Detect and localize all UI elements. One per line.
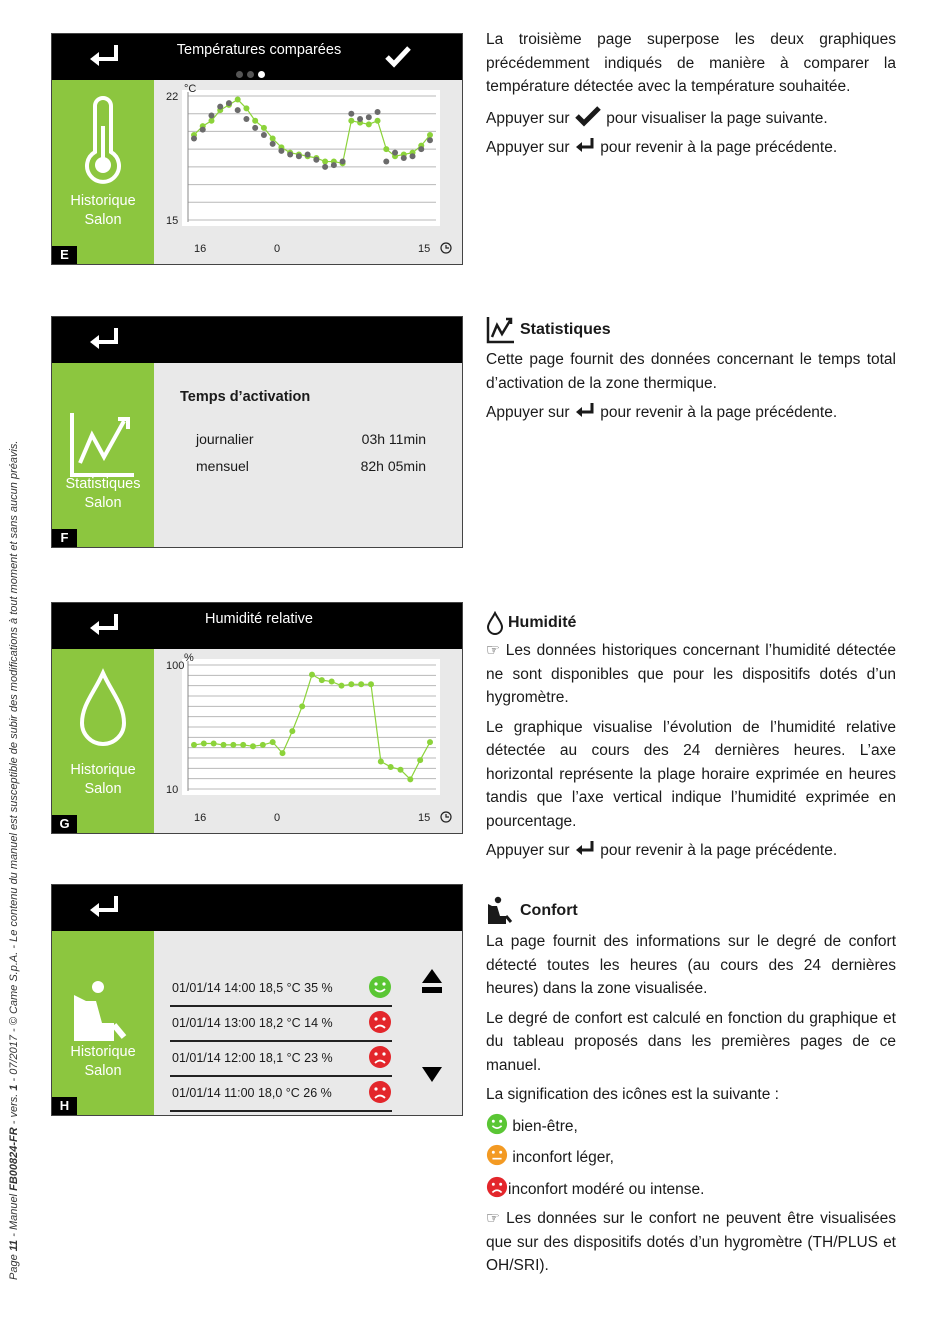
data-point [235, 107, 241, 113]
screen-compared-temperatures [51, 33, 463, 265]
data-point [410, 153, 416, 159]
return-arrow-icon [574, 136, 596, 156]
x-tick-label: 16 [194, 243, 207, 255]
text-block-h [486, 896, 896, 1284]
data-point [331, 162, 337, 168]
data-point [407, 776, 413, 782]
clock-hands [446, 245, 449, 248]
drop-icon [486, 611, 504, 635]
data-point [375, 118, 381, 124]
paragraph: Le graphique visualise l’évolution de l’humidité relative détectée au cours des 24 dernières heures. L’axe horizontal représente la plage horaire exprimée en heures tandis que l’axe vertical indique l’humidité exprimée en pourcentage. [486, 718, 896, 830]
paragraph: La troisième page superpose les deux graphiques précédemment indiqués de manière à comparer la température détectée avec la température souhaitée. [486, 31, 896, 95]
paragraph: Appuyer sur pour revenir à la page précédente. [486, 136, 896, 160]
data-point [208, 112, 214, 118]
data-point [378, 758, 384, 764]
list-item: 01/01/14 11:00 18,0 °C 26 % [170, 1076, 392, 1112]
data-point [287, 151, 293, 157]
data-point [280, 750, 286, 756]
sad-face-icon [368, 1045, 392, 1069]
data-point [243, 105, 249, 111]
x-tick-label: 16 [194, 812, 207, 824]
screen-header [52, 603, 462, 649]
clock-icon [441, 243, 451, 253]
data-point [340, 159, 346, 165]
data-point [348, 118, 354, 124]
list-item: 01/01/14 14:00 18,5 °C 35 % [170, 971, 392, 1007]
data-point [366, 121, 372, 127]
clock-hands [446, 814, 449, 817]
data-point [270, 739, 276, 745]
paragraph: La page fournit des informations sur le degré de confort détecté toutes les heures (au cours des 24 dernières heures) dans la zone visualisée. [486, 933, 896, 997]
legend-item: bien-être, [486, 1113, 896, 1139]
screen-title: Humidité relative [205, 611, 313, 627]
drop-icon [68, 665, 138, 755]
sad-face-icon [368, 1080, 392, 1104]
pointing-hand-icon: ☞ [486, 642, 506, 659]
section-heading: Statistiques [486, 316, 896, 344]
data-point [305, 151, 311, 157]
data-point [398, 767, 404, 773]
scroll-down-icon[interactable] [420, 1065, 444, 1085]
zone-caption: Historique Salon [70, 193, 136, 228]
data-point [366, 114, 372, 120]
data-point [278, 148, 284, 154]
legend-item: inconfort léger, [486, 1144, 896, 1170]
data-point [319, 677, 325, 683]
list-item: 01/01/14 12:00 18,1 °C 23 % [170, 1041, 392, 1077]
zone-panel [52, 363, 154, 547]
page-dot [236, 71, 243, 78]
data-point [261, 132, 267, 138]
figure-letter: H [52, 1097, 77, 1115]
y-tick-label: 100 [166, 660, 185, 672]
y-tick-label: 22 [166, 91, 179, 103]
paragraph: La signification des icônes est la suivante : [486, 1086, 779, 1103]
temperature-chart [154, 80, 462, 264]
happy-face-icon [486, 1113, 508, 1135]
data-point [357, 116, 363, 122]
x-tick-label: 15 [418, 812, 431, 824]
data-point [191, 136, 197, 142]
return-arrow-icon[interactable] [86, 42, 122, 72]
data-point [243, 116, 249, 122]
data-point [240, 742, 246, 748]
data-point [299, 703, 305, 709]
zone-caption: Historique Salon [70, 762, 136, 797]
armchair-person-icon [486, 896, 516, 926]
zone-panel [52, 931, 154, 1115]
comfort-legend [486, 1113, 896, 1202]
note-paragraph: ☞ Les données sur le confort ne peuvent être visualisées que sur des dispositifs dotés d’un hygromètre (TH/PLUS et OH/SRI). [486, 1210, 896, 1274]
text-block-f [486, 316, 896, 431]
screen-header [52, 317, 462, 363]
screen-header [52, 34, 462, 80]
data-point [427, 739, 433, 745]
x-tick-label: 0 [274, 812, 281, 824]
note-paragraph: ☞ Les données historiques concernant l’humidité détectée ne sont disponibles que pour les dispositifs dotés d’un hygromètre. [486, 642, 896, 706]
screen-title: Températures comparées [176, 42, 342, 58]
data-point [200, 127, 206, 133]
data-point [418, 146, 424, 152]
stats-title: Temps d’activation [180, 389, 311, 405]
thermometer-icon [68, 96, 138, 186]
data-point [383, 146, 389, 152]
sad-face-icon [486, 1176, 508, 1198]
data-point [322, 164, 328, 170]
data-point [289, 728, 295, 734]
statistics-chart-icon [486, 316, 516, 344]
figure-letter: E [52, 246, 77, 264]
data-point [208, 118, 214, 124]
return-arrow-icon[interactable] [86, 893, 122, 923]
data-point [201, 741, 207, 747]
data-point [296, 153, 302, 159]
return-arrow-icon[interactable] [86, 325, 122, 355]
data-point [230, 742, 236, 748]
text-block-e [486, 28, 896, 166]
screen-statistics [51, 316, 463, 548]
zone-panel [52, 649, 154, 833]
screen-comfort [51, 884, 463, 1116]
screen-relative-humidity [51, 602, 463, 834]
check-icon[interactable] [384, 44, 412, 70]
data-point [270, 141, 276, 147]
data-point [252, 118, 258, 124]
check-icon [574, 105, 602, 127]
data-point [313, 157, 319, 163]
side-note: Page 11 - Manuel FB00824-FR - vers. 1 - 07/2017 - © Came S.p.A. - Le contenu du manuel est susceptible de subir des modifications à tout moment et sans aucun préavis. [8, 440, 20, 1280]
stats-row-daily: journalier 03h 11min [196, 431, 426, 447]
section-heading: Confort [486, 896, 896, 926]
data-point [388, 764, 394, 770]
paragraph: Appuyer sur pour revenir à la page précédente. [486, 401, 896, 425]
data-point [261, 125, 267, 131]
scroll-up-icon[interactable] [420, 967, 444, 995]
data-point [260, 742, 266, 748]
data-point [217, 104, 223, 110]
data-point [427, 137, 433, 143]
y-tick-label: 15 [166, 215, 179, 227]
data-point [392, 150, 398, 156]
clock-icon [441, 812, 451, 822]
data-point [270, 136, 276, 142]
figure-letter: G [52, 815, 77, 833]
return-arrow-icon[interactable] [86, 611, 122, 641]
data-point [226, 100, 232, 106]
paragraph: Appuyer sur pour visualiser la page suivante. [486, 105, 896, 131]
sad-face-icon [368, 1010, 392, 1034]
data-point [383, 159, 389, 165]
neutral-face-icon [486, 1144, 508, 1166]
data-point [358, 681, 364, 687]
y-tick-label: 10 [166, 784, 179, 796]
y-unit-label: % [184, 652, 194, 664]
screen-header [52, 885, 462, 931]
x-tick-label: 0 [274, 243, 281, 255]
data-point [348, 111, 354, 117]
data-point [339, 683, 345, 689]
paragraph: Le degré de confort est calculé en fonction du graphique et du tableau proposés dans les premières pages de ce manuel. [486, 1009, 896, 1074]
chart-area [154, 649, 462, 833]
zone-caption: Historique Salon [70, 1044, 136, 1079]
paragraph: Appuyer sur pour revenir à la page précédente. [486, 839, 896, 863]
section-heading: Humidité [486, 611, 896, 635]
data-point [252, 125, 258, 131]
comfort-list [154, 931, 462, 1115]
data-point [427, 132, 433, 138]
return-arrow-icon [574, 839, 596, 859]
chart-area [154, 80, 462, 264]
pointing-hand-icon: ☞ [486, 1210, 507, 1227]
happy-face-icon [368, 975, 392, 999]
stats-row-monthly: mensuel 82h 05min [196, 458, 426, 474]
y-unit-label: °C [184, 83, 197, 95]
data-point [368, 681, 374, 687]
data-point [329, 679, 335, 685]
data-point [250, 743, 256, 749]
data-point [235, 97, 241, 103]
data-point [221, 742, 227, 748]
legend-item: inconfort modéré ou intense. [486, 1176, 896, 1202]
page-dot-active [258, 71, 265, 78]
figure-letter: F [52, 529, 77, 547]
zone-caption: Statistiques Salon [65, 476, 141, 511]
data-point [211, 741, 217, 747]
return-arrow-icon [574, 401, 596, 421]
humidity-chart [154, 649, 462, 833]
data-point [309, 672, 315, 678]
text-block-g [486, 611, 896, 869]
data-point [375, 109, 381, 115]
zone-panel [52, 80, 154, 264]
data-point [417, 757, 423, 763]
stats-area [154, 363, 462, 547]
paragraph: Cette page fournit des données concernant le temps total d’activation de la zone thermique. [486, 351, 896, 392]
x-tick-label: 15 [418, 243, 431, 255]
data-point [322, 159, 328, 165]
list-item: 01/01/14 13:00 18,2 °C 14 % [170, 1006, 392, 1042]
data-point [191, 742, 197, 748]
page-dot [247, 71, 254, 78]
data-point [401, 155, 407, 161]
data-point [348, 681, 354, 687]
